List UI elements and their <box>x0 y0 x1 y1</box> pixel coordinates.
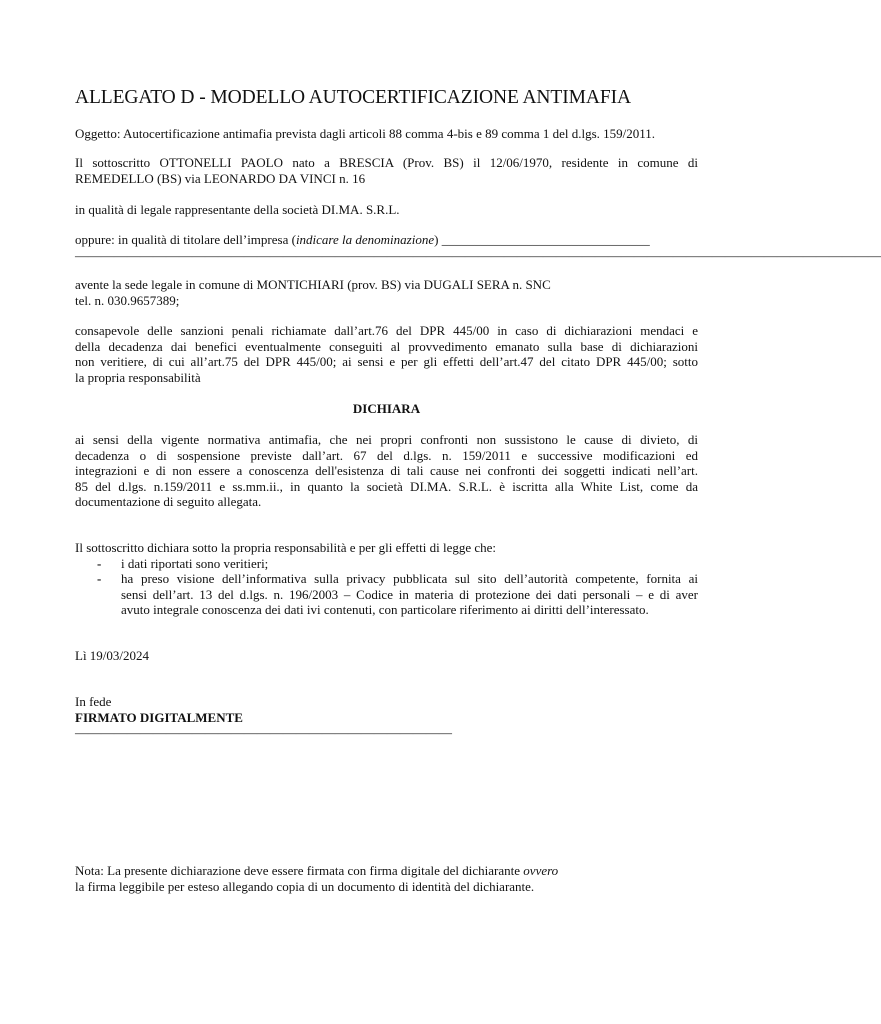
list-item-line: ha preso visione dell’informativa sulla privacy pubblicata sul sito dell’autorità competente, fornita ai <box>121 571 698 587</box>
sede-line: tel. n. 030.9657389; <box>75 292 180 308</box>
list-item-line: sensi dell’art. 13 del d.lgs. n. 196/2003 – Codice in materia di protezione dei dati personali – e di aver <box>121 586 698 602</box>
luogo-data: Lì 19/03/2024 <box>75 648 150 663</box>
list-item-line: avuto integrale conoscenza dei dati ivi contenuti, con particolare riferimento ai diritti dell’interessato. <box>121 602 649 618</box>
dichiarazioni-section <box>75 540 698 618</box>
dichiarazioni-list <box>75 556 698 618</box>
dichiara-sotto-line: Il sottoscritto dichiara sotto la propria responsabilità e per gli effetti di legge che: <box>75 540 497 555</box>
oggetto-paragraph: Oggetto: Autocertificazione antimafia prevista dagli articoli 88 comma 4-bis e 89 comma 1 del d.lgs. 159/2011. <box>75 126 656 141</box>
ai-sensi-line: decadenza o di sospensione previste dall’art. 67 del d.lgs. n. 159/2011 e successive modificazioni ed <box>75 447 698 463</box>
sottoscritto-line: REMEDELLO (BS) via LEONARDO DA VINCI n. 16 <box>75 170 366 186</box>
bullet-dash: - <box>97 555 102 571</box>
list-item-line: i dati riportati sono veritieri; <box>121 555 269 571</box>
sede-line: avente la sede legale in comune di MONTICHIARI (prov. BS) via DUGALI SERA n. SNC <box>75 277 551 292</box>
signature-rule: ————————————————————————————— <box>75 725 452 741</box>
sottoscritto-line: Il sottoscritto OTTONELLI PAOLO nato a BRESCIA (Prov. BS) il 12/06/1970, residente in comune di <box>75 155 698 170</box>
list-item <box>75 571 698 618</box>
firmato-digitalmente: FIRMATO DIGITALMENTE <box>75 709 243 725</box>
nota-italic: ovvero <box>523 863 559 878</box>
qualita-paragraph: in qualità di legale rappresentante della società DI.MA. S.R.L. <box>75 202 400 217</box>
oppure-line: oppure: in qualità di titolare dell’impresa (indicare la denominazione) ________________________________ <box>75 232 650 247</box>
firma-block <box>75 694 698 741</box>
ai-sensi-line: ai sensi della vigente normativa antimafia, che nei propri confronti non sussistono le cause di divieto, di <box>75 432 698 447</box>
oppure-rule: —————————————————————————————————————————————————————————————— <box>75 247 881 263</box>
bullet-dash: - <box>97 571 102 587</box>
ai-sensi-line: 85 del d.lgs. n.159/2011 e ss.mm.ii., in quanto la società DI.MA. S.R.L. è iscritta alla White List, come da <box>75 478 698 494</box>
nota-line: la firma leggibile per esteso allegando copia di un documento di identità del dichiarante. <box>75 878 535 894</box>
nota-paragraph <box>75 863 698 894</box>
oppure-italic: indicare la denominazione <box>295 232 435 247</box>
consapevole-line: consapevole delle sanzioni penali richiamate dall’art.76 del DPR 445/00 in caso di dichiarazioni mendaci e <box>75 323 698 338</box>
sottoscritto-paragraph <box>75 155 698 186</box>
consapevole-line: la propria responsabilità <box>75 369 201 385</box>
sede-paragraph <box>75 277 698 308</box>
list-item <box>75 556 698 572</box>
ai-sensi-line: documentazione di seguito allegata. <box>75 494 262 510</box>
dichiara-heading: DICHIARA <box>352 401 421 416</box>
consapevole-paragraph <box>75 323 698 385</box>
ai-sensi-paragraph <box>75 432 698 510</box>
nota-line: Nota: La presente dichiarazione deve essere firmata con firma digitale del dichiarante ovvero <box>75 863 559 878</box>
consapevole-line: non veritiere, di cui all’art.75 del DPR 445/00; ai sensi e per gli effetti dell’art.47 del citato DPR 445/00; sotto <box>75 354 698 370</box>
document-title: ALLEGATO D - MODELLO AUTOCERTIFICAZIONE ANTIMAFIA <box>75 87 631 108</box>
in-fede: In fede <box>75 694 112 709</box>
consapevole-line: della decadenza dai benefici eventualmente conseguiti al provvedimento emanato sulla base di dichiarazioni <box>75 338 698 354</box>
ai-sensi-line: integrazioni e di non essere a conoscenza dell'esistenza di tali cause nei confronti dei soggetti indicati nell’art. <box>75 463 698 479</box>
oppure-paragraph <box>75 232 881 263</box>
